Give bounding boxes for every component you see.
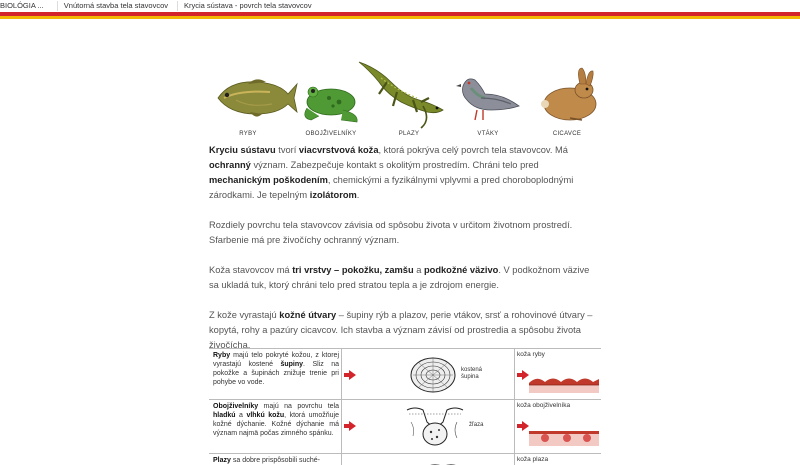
- text-fragment: , chemickými a fyzikálnymi vplyvmi a pred choroboplodnými zárodkami. Je tepelným: [209, 175, 574, 200]
- animal-illustrations: [207, 58, 602, 142]
- breadcrumb: [0, 0, 800, 12]
- animal-label-amphibians: OBOJŽIVELNÍKY: [305, 131, 357, 137]
- arrow-right-icon: [344, 370, 356, 380]
- arrow-right-icon: [517, 421, 529, 431]
- text-fragment: a: [235, 412, 247, 419]
- reptile-name: Plazy: [213, 457, 231, 464]
- reptile-description: [213, 456, 339, 465]
- lizard-illustration: [357, 58, 447, 130]
- term-protective: ochranný: [209, 160, 251, 170]
- skin-comparison-table: [209, 348, 601, 465]
- fish-illustration: [210, 76, 298, 120]
- animal-label-reptiles: PLAZY: [398, 131, 420, 137]
- header-stripe-yellow: [0, 16, 800, 19]
- animal-label-birds: VTÁKY: [477, 131, 499, 137]
- frog-illustration: [299, 78, 361, 124]
- text-fragment: , ktorá umožňuje kožné dýchanie. Kožné dýchanie má význam najmä počas zimného spánku.: [213, 412, 339, 437]
- reptile-skin-label: koža plaza: [517, 456, 549, 463]
- paragraph-skin-layers: [209, 263, 601, 293]
- term-three-layers: tri vrstvy – pokožku, zamšu: [292, 265, 414, 275]
- text-fragment: Koža stavovcov má: [209, 265, 293, 275]
- term-subcutaneous-tissue: podkožné väzivo: [423, 265, 499, 275]
- table-row-reptiles: [209, 454, 601, 465]
- paragraph-skin-system: [209, 143, 601, 203]
- table-row-fish: [209, 349, 601, 400]
- fish-description: [213, 351, 339, 387]
- gland-label: žľaza: [469, 422, 484, 428]
- text-fragment: Z kože vyrastajú: [209, 310, 280, 320]
- fish-scale-diagram: [409, 355, 457, 395]
- pigeon-illustration: [451, 72, 521, 124]
- amphibian-gland-diagram: [405, 404, 465, 450]
- breadcrumb-item-internal-structure[interactable]: Vnútorná stavba tela stavovcov: [60, 0, 180, 12]
- paragraph-skin-formations: [209, 308, 601, 353]
- arrow-right-icon: [344, 421, 356, 431]
- term-scales: šupiny: [280, 361, 304, 368]
- animal-label-fish: RYBY: [239, 131, 257, 137]
- table-row-amphibians: [209, 400, 601, 454]
- amphibian-description: [213, 402, 339, 438]
- arrow-right-icon: [517, 370, 529, 380]
- text-fragment: tvorí: [275, 145, 299, 155]
- text-fragment: majú na povrchu tela: [258, 403, 339, 410]
- term-mechanical-damage: mechanickým poškodením: [209, 175, 328, 185]
- term-moist-skin: vlhkú kožu: [246, 412, 285, 419]
- amphibian-name: Obojživelníky: [213, 403, 259, 410]
- paragraph-differences: Rozdiely povrchu tela stavovcov závisia od spôsobu života v určitom životnom prostredí. Sfarbenie má pre živočíchy ochranný význam.: [209, 220, 573, 245]
- term-insulator: izolátorom: [309, 190, 357, 200]
- breadcrumb-item-current: Krycia sústava - povrch tela stavovcov: [184, 1, 312, 10]
- text-fragment: . V podkožnom väzive sa ukladá tuk, ktorý chráni telo pred stratou tepla a je zdrojom energie.: [209, 265, 590, 290]
- text-fragment: – šupiny rýb a plazov, perie vtákov, srsť a rohovinové útvary – kopytá, rohy a pazúry cicavcov. Ich stavba a význam závisí od prostredia a spôsobu života živočícha.: [209, 310, 593, 350]
- term-skin-system: Kryciu sústavu: [209, 145, 276, 155]
- fish-skin-diagram: [529, 373, 599, 393]
- text-fragment: . Sliz na pokožke a šupinách znižuje trenie pri pohybe vo vode.: [213, 361, 340, 386]
- article-body: [209, 143, 601, 368]
- text-fragment: význam. Zabezpečuje kontakt s okolitým prostredím. Chráni telo pred: [250, 160, 539, 170]
- term-skin-formations: kožné útvary: [279, 310, 337, 320]
- rabbit-illustration: [530, 66, 600, 124]
- term-smooth: hladkú: [213, 412, 236, 419]
- fish-name: Ryby: [213, 352, 231, 359]
- text-fragment: a: [413, 265, 424, 275]
- breadcrumb-item-biology[interactable]: BIOLÓGIA ...: [0, 0, 60, 12]
- text-fragment: sa dobre prispôsobili suché-: [230, 457, 321, 464]
- amphibian-skin-diagram: [529, 426, 599, 446]
- animal-label-mammals: CICAVCE: [552, 131, 582, 137]
- fish-scale-label: kostená šupina: [461, 367, 483, 380]
- fish-skin-label: koža ryby: [517, 351, 545, 358]
- text-fragment: , ktorá pokrýva celý povrch tela stavovcov. Má: [378, 145, 568, 155]
- amphibian-skin-label: koža obojživelníka: [517, 402, 571, 409]
- text-fragment: majú telo pokryté kožou, z ktorej vyrastajú kostené: [213, 352, 339, 368]
- term-multilayer-skin: viacvrstvová koža: [298, 145, 379, 155]
- text-fragment: .: [356, 190, 360, 200]
